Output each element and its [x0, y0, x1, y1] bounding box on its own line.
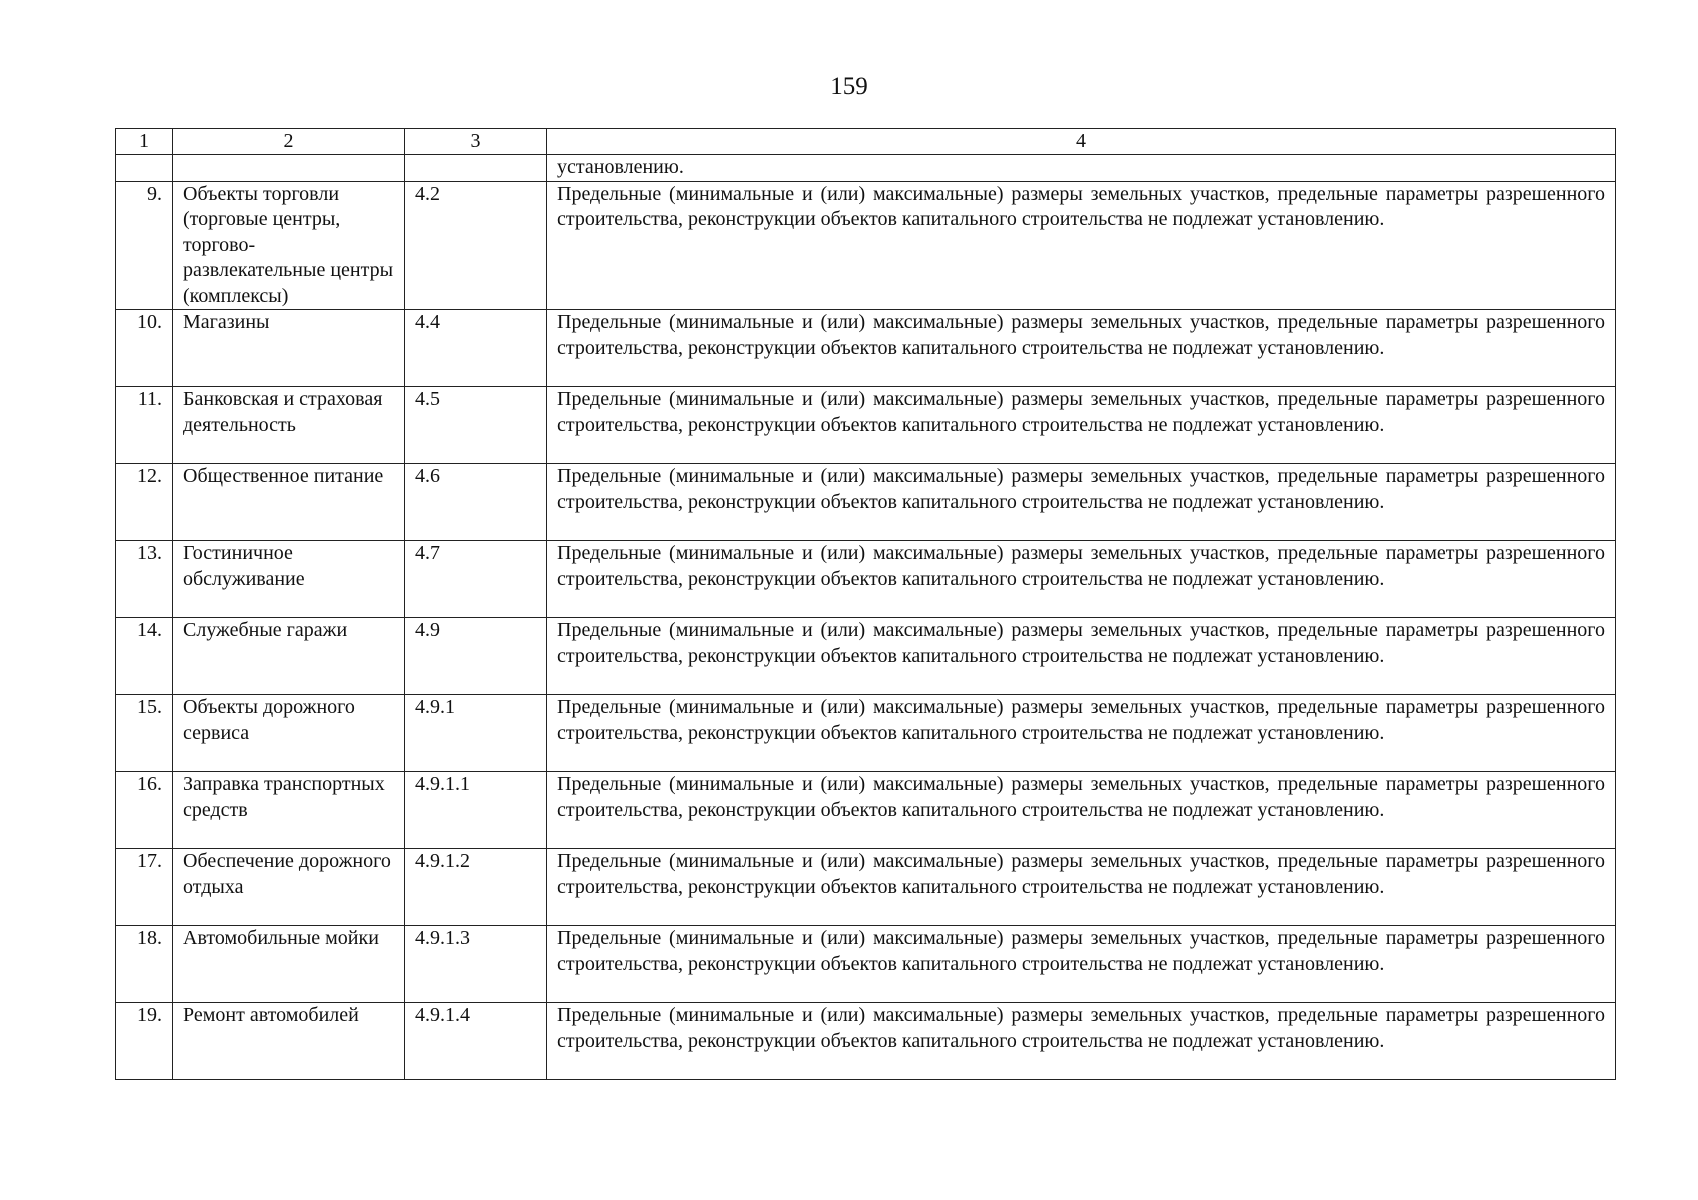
table-row — [116, 310, 1616, 387]
row-use-name: Гостиничное обслуживание — [173, 541, 405, 618]
table-row — [116, 181, 1616, 310]
table-row — [116, 926, 1616, 1003]
row-use-name: Служебные гаражи — [173, 618, 405, 695]
row-number: 14. — [116, 618, 173, 695]
row-parameters: Предельные (минимальные и (или) максимальные) размеры земельных участков, предельные параметры разрешенного строительства, реконструкции объектов капитального строительства не подлежат установлению. — [547, 1003, 1616, 1080]
table-header-row — [116, 129, 1616, 155]
continuation-row — [116, 155, 1616, 182]
row-use-name: Магазины — [173, 310, 405, 387]
row-parameters: Предельные (минимальные и (или) максимальные) размеры земельных участков, предельные параметры разрешенного строительства, реконструкции объектов капитального строительства не подлежат установлению. — [547, 772, 1616, 849]
row-use-code: 4.9.1.1 — [405, 772, 547, 849]
continuation-text: установлению. — [547, 155, 1616, 182]
table-row — [116, 772, 1616, 849]
row-number: 19. — [116, 1003, 173, 1080]
row-use-name: Автомобильные мойки — [173, 926, 405, 1003]
continuation-cell-code — [405, 155, 547, 182]
row-parameters: Предельные (минимальные и (или) максимальные) размеры земельных участков, предельные параметры разрешенного строительства, реконструкции объектов капитального строительства не подлежат установлению. — [547, 541, 1616, 618]
page-number: 159 — [830, 73, 868, 100]
row-parameters: Предельные (минимальные и (или) максимальные) размеры земельных участков, предельные параметры разрешенного строительства, реконструкции объектов капитального строительства не подлежат установлению. — [547, 181, 1616, 310]
row-parameters: Предельные (минимальные и (или) максимальные) размеры земельных участков, предельные параметры разрешенного строительства, реконструкции объектов капитального строительства не подлежат установлению. — [547, 926, 1616, 1003]
row-number: 17. — [116, 849, 173, 926]
row-parameters: Предельные (минимальные и (или) максимальные) размеры земельных участков, предельные параметры разрешенного строительства, реконструкции объектов капитального строительства не подлежат установлению. — [547, 464, 1616, 541]
continuation-cell-num — [116, 155, 173, 182]
row-parameters: Предельные (минимальные и (или) максимальные) размеры земельных участков, предельные параметры разрешенного строительства, реконструкции объектов капитального строительства не подлежат установлению. — [547, 849, 1616, 926]
row-use-name: Заправка транспортных средств — [173, 772, 405, 849]
row-use-name: Ремонт автомобилей — [173, 1003, 405, 1080]
row-use-code: 4.9.1.4 — [405, 1003, 547, 1080]
row-use-code: 4.9.1 — [405, 695, 547, 772]
row-number: 12. — [116, 464, 173, 541]
row-parameters: Предельные (минимальные и (или) максимальные) размеры земельных участков, предельные параметры разрешенного строительства, реконструкции объектов капитального строительства не подлежат установлению. — [547, 695, 1616, 772]
row-number: 18. — [116, 926, 173, 1003]
table-row — [116, 1003, 1616, 1080]
land-use-table — [115, 128, 1616, 1080]
table-row — [116, 695, 1616, 772]
row-use-code: 4.4 — [405, 310, 547, 387]
row-use-code: 4.7 — [405, 541, 547, 618]
row-use-code: 4.9.1.3 — [405, 926, 547, 1003]
row-use-code: 4.9 — [405, 618, 547, 695]
column-header-1: 1 — [116, 129, 173, 155]
continuation-cell-name — [173, 155, 405, 182]
row-use-name: Обеспечение дорожного отдыха — [173, 849, 405, 926]
table-row — [116, 464, 1616, 541]
row-parameters: Предельные (минимальные и (или) максимальные) размеры земельных участков, предельные параметры разрешенного строительства, реконструкции объектов капитального строительства не подлежат установлению. — [547, 310, 1616, 387]
row-use-name: Объекты дорожного сервиса — [173, 695, 405, 772]
row-use-name: Объекты торговли (торговые центры, торгово-развлекательные центры (комплексы) — [173, 181, 405, 310]
row-parameters: Предельные (минимальные и (или) максимальные) размеры земельных участков, предельные параметры разрешенного строительства, реконструкции объектов капитального строительства не подлежат установлению. — [547, 618, 1616, 695]
table-row — [116, 618, 1616, 695]
row-parameters: Предельные (минимальные и (или) максимальные) размеры земельных участков, предельные параметры разрешенного строительства, реконструкции объектов капитального строительства не подлежат установлению. — [547, 387, 1616, 464]
row-use-code: 4.9.1.2 — [405, 849, 547, 926]
row-use-code: 4.5 — [405, 387, 547, 464]
row-number: 13. — [116, 541, 173, 618]
column-header-3: 3 — [405, 129, 547, 155]
row-number: 9. — [116, 181, 173, 310]
row-number: 15. — [116, 695, 173, 772]
table-row — [116, 541, 1616, 618]
row-use-code: 4.2 — [405, 181, 547, 310]
table-row — [116, 849, 1616, 926]
column-header-2: 2 — [173, 129, 405, 155]
column-header-4: 4 — [547, 129, 1616, 155]
table-row — [116, 387, 1616, 464]
row-number: 16. — [116, 772, 173, 849]
row-use-name: Банковская и страховая деятельность — [173, 387, 405, 464]
row-number: 10. — [116, 310, 173, 387]
row-number: 11. — [116, 387, 173, 464]
row-use-code: 4.6 — [405, 464, 547, 541]
row-use-name: Общественное питание — [173, 464, 405, 541]
